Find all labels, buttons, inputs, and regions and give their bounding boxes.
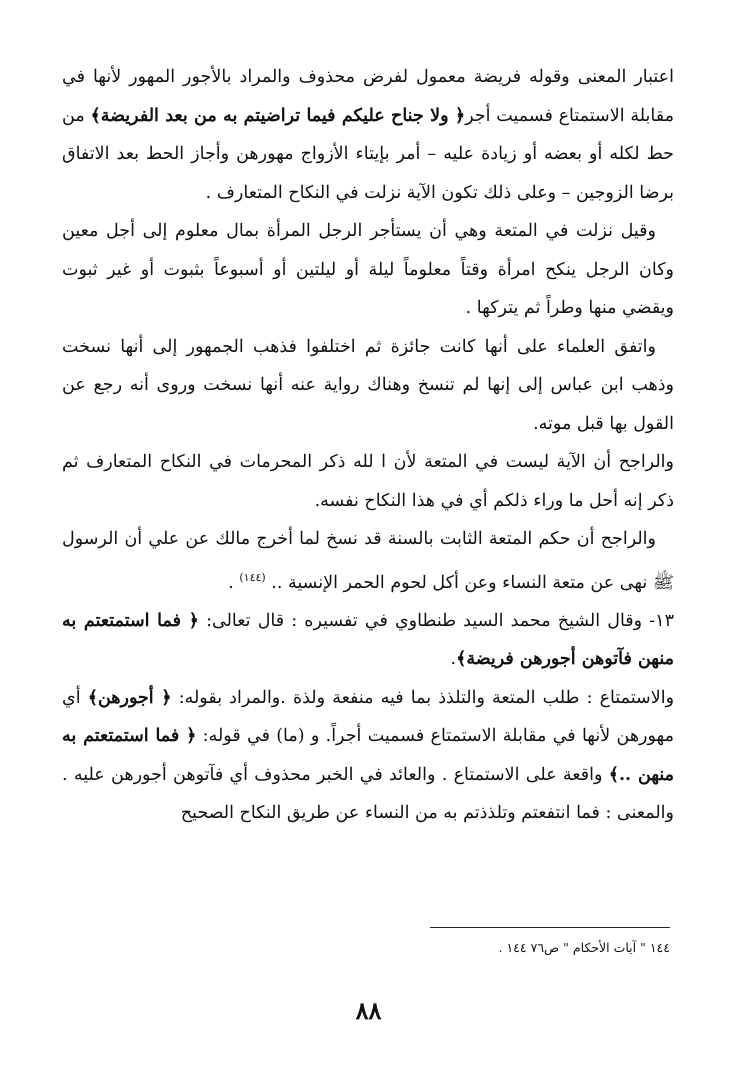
quran-quote: ﴿ أجورهن﴾ — [87, 687, 172, 708]
paragraph-2 — [62, 212, 674, 328]
paragraph-3 — [62, 328, 674, 444]
text-run: واتفق العلماء على أنها كانت جائزة ثم اختلفوا فذهب الجمهور إلى أنها نسخت وذهب ابن عباس إلى إنها لم تنسخ وهناك رواية عنه أنها نسخت وروى أنه رجع عن القول بها قبل موته. — [62, 336, 674, 434]
footnote-divider — [430, 927, 670, 928]
text-run: والاستمتاع : طلب المتعة والتلذذ بما فيه منفعة ولذة .والمراد بقوله: — [171, 687, 675, 708]
text-run: . — [450, 649, 457, 670]
text-run: والراجح أن حكم المتعة الثابت بالسنة قد نسخ لما أخرج مالك عن علي أن الرسول ﷺ نهى عن متعة النساء وعن أكل لحوم الحمر الإنسية .. — [62, 529, 674, 593]
paragraph-4 — [62, 443, 674, 520]
text-run: اعتبار المعنى وقوله فريضة معمول لفرض محذوف والمراد بالأجور المهور لأنها في مقابلة الاستمتاع فسميت أجر — [62, 67, 674, 126]
text-run: وقيل نزلت في المتعة وهي أن يستأجر الرجل المرأة بمال معلوم إلى أجل معين وكان الرجل ينكح امرأة وقتاً معلوماً ليلة أو ليلتين أو أسبوعاً بثبوت أو غير ثبوت ويقضي منها وطراً ثم يتركها . — [62, 221, 674, 318]
quran-quote: ﴿ فما استمتعتم به منهن فآتوهن أجورهن فريضة﴾ — [62, 610, 674, 670]
page-body — [62, 58, 674, 833]
paragraph-6 — [62, 602, 674, 679]
paragraph-5 — [62, 520, 674, 602]
paragraph-7 — [62, 679, 674, 833]
quran-quote: ﴿ فما استمتعتم به منهن ..﴾ — [62, 726, 674, 785]
text-run: أي مهورهن لأنها في مقابلة الاستمتاع فسميت أجراً. و (ما) في قوله: — [62, 687, 674, 747]
text-run: والراجح أن الآية ليست في المتعة لأن ا لله ذكر المحرمات في النكاح المتعارف ثم ذكر إنه أحل ما وراء ذلكم أي في هذا النكاح نفسه. — [62, 452, 674, 511]
text-run: من حط لكله أو بعضه أو زيادة عليه – أمر بإيتاء الأزواج مهورهن وأجاز الحط بعد الاتفاق برضا الزوجين – وعلى ذلك تكون الآية نزلت في النكاح المتعارف . — [62, 105, 674, 203]
text-run: واقعة على الاستمتاع . والعائد في الخبر محذوف أي فآتوهن أجورهن عليه . والمعنى : فما انتفعتم وتلذذتم به من النساء عن طريق النكاح الصحيح — [62, 764, 674, 824]
footnote-reference: (١٤٤) — [239, 570, 266, 584]
text-run: ١٣- وقال الشيخ محمد السيد طنطاوي في تفسيره : قال تعالى: — [198, 610, 674, 631]
page-number: ٨٨ — [355, 996, 382, 1025]
quran-quote: ﴿ ولا جناح عليكم فيما تراضيتم به من بعد الفريضة﴾ — [90, 105, 466, 126]
text-run: . — [228, 572, 240, 593]
footnote: ١٤٤ " آيات الأحكام " ص٧٦ ١٤٤ . — [498, 940, 670, 955]
paragraph-1 — [62, 58, 674, 212]
